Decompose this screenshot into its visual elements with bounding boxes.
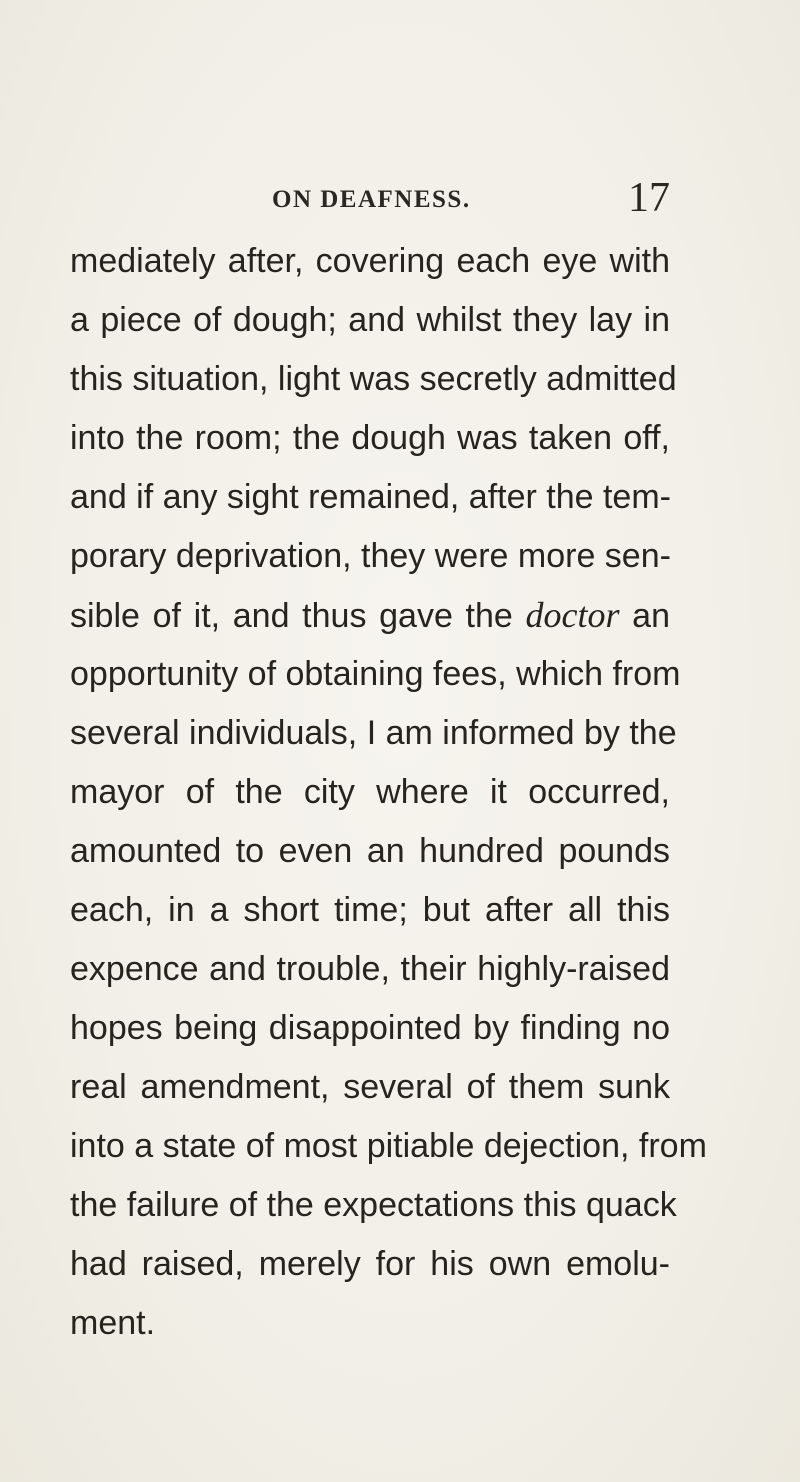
text-span: each, in a short time; but after all this xyxy=(70,891,670,929)
text-span: into a state of most pitiable dejection, from xyxy=(70,1127,707,1165)
text-span: real amendment, several of them sunk xyxy=(70,1068,670,1106)
text-span: and if any sight remained, after the tem- xyxy=(70,478,671,516)
text-line xyxy=(70,1176,677,1235)
text-line xyxy=(70,409,670,468)
text-span: porary deprivation, they were more sen- xyxy=(70,537,671,575)
text-line xyxy=(70,527,670,586)
italic-word: doctor xyxy=(525,595,620,635)
text-line xyxy=(70,999,670,1058)
running-head-title: ON DEAFNESS. xyxy=(272,186,471,213)
text-line xyxy=(70,350,677,409)
text-span: this situation, light was secretly admitted xyxy=(70,360,677,398)
page-number: 17 xyxy=(628,175,670,221)
text-line xyxy=(70,704,677,763)
text-line xyxy=(70,291,670,350)
text-line xyxy=(70,881,670,940)
text-span: hopes being disappointed by finding no xyxy=(70,1009,670,1047)
text-line xyxy=(70,1058,670,1117)
text-span: had raised, merely for his own emolu- xyxy=(70,1245,670,1283)
body-text xyxy=(70,232,707,1353)
text-span: sible of it, and thus gave the xyxy=(70,597,526,635)
text-line xyxy=(70,232,670,291)
text-span: the failure of the expectations this quack xyxy=(70,1186,677,1224)
text-line xyxy=(70,940,670,999)
text-span: a piece of dough; and whilst they lay in xyxy=(70,301,670,339)
text-line xyxy=(70,1235,670,1294)
text-span: mediately after, covering each eye with xyxy=(70,242,670,280)
text-line xyxy=(70,763,670,822)
text-span: amounted to even an hundred pounds xyxy=(70,832,670,870)
text-span: several individuals, I am informed by the xyxy=(70,714,677,752)
text-span: into the room; the dough was taken off, xyxy=(70,419,670,457)
text-span: ment. xyxy=(70,1304,156,1342)
text-span: an xyxy=(619,597,671,635)
text-span: opportunity of obtaining fees, which from xyxy=(70,655,681,693)
text-line xyxy=(70,468,670,527)
text-line xyxy=(70,1294,670,1353)
text-span: mayor of the city where it occurred, xyxy=(70,773,670,811)
text-line xyxy=(70,645,681,704)
text-line xyxy=(70,1117,707,1176)
text-line xyxy=(70,822,670,881)
running-head xyxy=(0,174,800,224)
text-line xyxy=(70,586,670,645)
text-span: expence and trouble, their highly-raised xyxy=(70,950,670,988)
